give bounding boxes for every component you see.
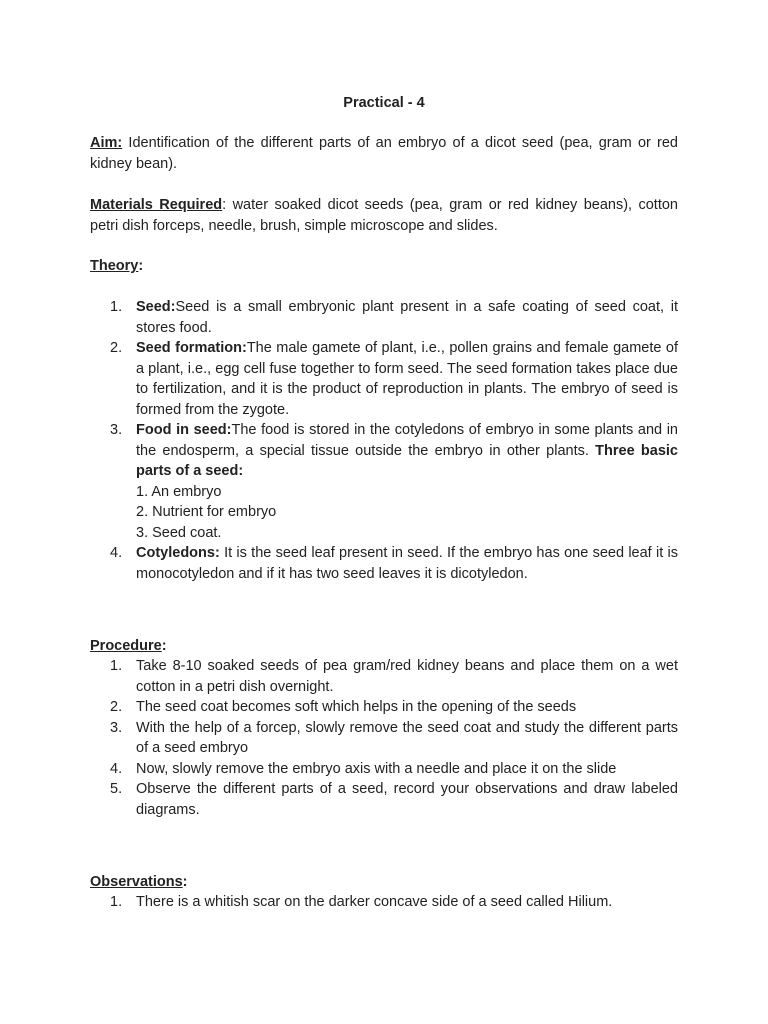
list-number: 3.	[110, 719, 123, 736]
list-item	[90, 656, 678, 697]
list-item	[90, 297, 678, 338]
list-number: 1.	[110, 658, 123, 674]
item-text: There is a whitish scar on the darker concave side of a seed called Hilium.	[136, 894, 613, 910]
item-text: Observe the different parts of a seed, record your observations and draw labeled diagrams.	[136, 781, 678, 818]
item-text: Seed is a small embryonic plant present in a safe coating of seed coat, it stores food.	[136, 299, 678, 336]
list-number: 2.	[110, 340, 123, 356]
list-number: 1.	[110, 894, 123, 910]
item-text: Take 8-10 soaked seeds of pea gram/red kidney beans and place them on a wet cotton in a petri dish overnight.	[136, 658, 678, 695]
list-number: 4.	[110, 545, 123, 561]
term-label: Seed formation:	[136, 340, 247, 356]
item-text: The male gamete of plant, i.e., pollen grains and female gamete of a plant, i.e., egg cell fuse together to form seed. The seed formation takes place due to fertilization, and it is the product of reproduction in plants. The embryo of seed is formed from the zygote.	[136, 340, 679, 418]
list-number: 1.	[110, 299, 123, 315]
aim-paragraph	[90, 133, 678, 174]
procedure-heading: Procedure	[90, 638, 162, 654]
list-item	[90, 543, 678, 584]
sub-item: 2. Nutrient for embryo	[136, 504, 277, 520]
term-label: Cotyledons:	[136, 545, 220, 561]
item-text: The food is stored in the cotyledons of embryo in some plants and in the endosperm, a special tissue outside the embryo in other plants.	[136, 422, 678, 459]
list-number: 2.	[110, 699, 123, 715]
term-label: Seed:	[136, 299, 176, 315]
list-item	[90, 718, 678, 759]
observations-heading-line	[90, 872, 678, 893]
item-text: The seed coat becomes soft which helps in the opening of the seeds	[136, 699, 577, 715]
observations-heading: Observations	[90, 874, 183, 890]
observations-list	[90, 892, 678, 913]
sub-item: 3. Seed coat.	[136, 524, 222, 541]
item-text: With the help of a forcep, slowly remove the seed coat and study the different parts of a seed embryo	[136, 719, 678, 756]
procedure-heading-line	[90, 636, 678, 657]
list-number: 5.	[110, 781, 123, 797]
theory-colon: :	[138, 258, 144, 274]
list-item	[90, 892, 678, 913]
list-item	[90, 420, 678, 543]
list-number: 3.	[110, 422, 123, 438]
term-label: Food in seed:	[136, 422, 232, 438]
bold-tail: Three basic parts of a seed:	[136, 442, 678, 479]
materials-heading: Materials Required	[90, 197, 223, 213]
theory-heading: Theory	[90, 258, 139, 274]
sub-item: 1. An embryo	[136, 483, 222, 500]
aim-text: Identification of the different parts of an embryo of a dicot seed (pea, gram or red kidney bean).	[90, 135, 678, 172]
page-title: Practical - 4	[343, 95, 425, 111]
item-text: It is the seed leaf present in seed. If the embryo has one seed leaf it is monocotyledon and if it has two seed leaves it is dicotyledon.	[136, 545, 678, 582]
materials-paragraph	[90, 195, 678, 236]
theory-heading-line	[90, 256, 678, 277]
materials-text: : water soaked dicot seeds (pea, gram or red kidney beans), cotton petri dish forceps, needle, brush, simple microscope and slides.	[90, 197, 678, 234]
procedure-colon: :	[161, 638, 167, 654]
aim-heading: Aim:	[90, 135, 123, 151]
list-item	[90, 759, 678, 780]
list-number: 4.	[110, 760, 123, 777]
procedure-list	[90, 656, 678, 820]
observations-colon: :	[182, 874, 188, 890]
list-item	[90, 697, 678, 718]
item-text: Now, slowly remove the embryo axis with a needle and place it on the slide	[136, 760, 617, 777]
list-item	[90, 779, 678, 820]
list-item	[90, 338, 678, 420]
theory-list	[90, 297, 678, 584]
